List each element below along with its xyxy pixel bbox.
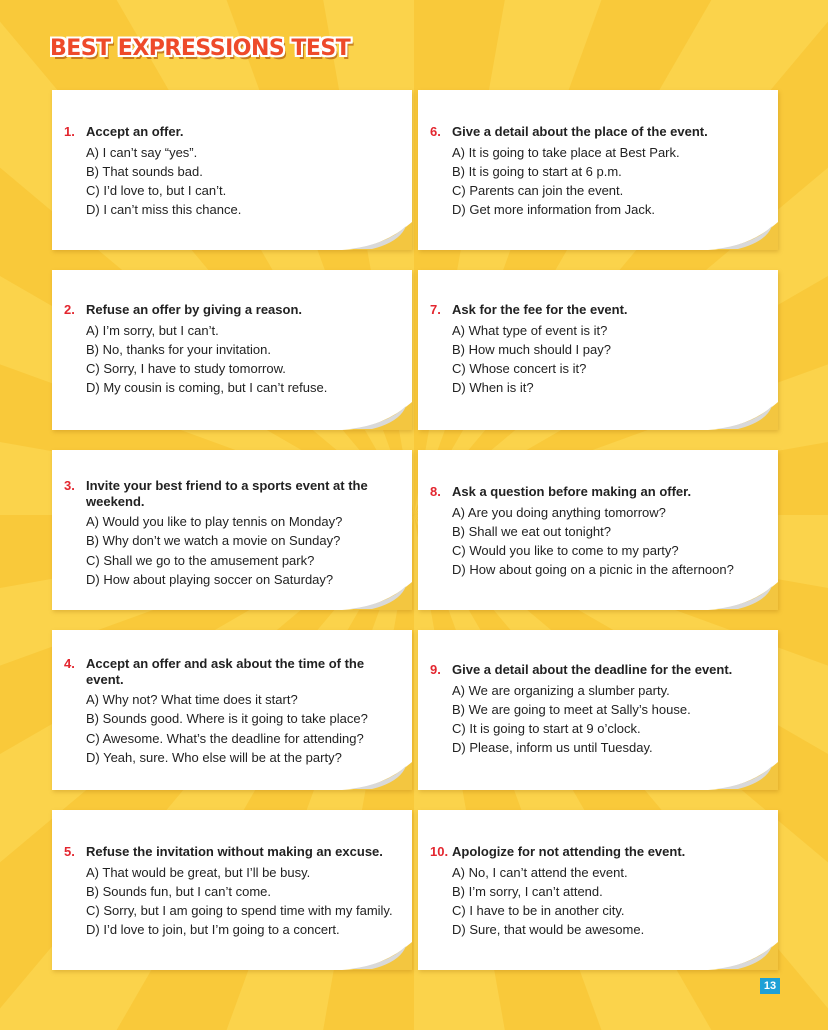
page-curl bbox=[342, 942, 412, 970]
answer-option[interactable]: B) That sounds bad. bbox=[86, 163, 203, 179]
question-card-2 bbox=[52, 270, 412, 430]
page-curl bbox=[708, 942, 778, 970]
answer-option[interactable]: B) It is going to start at 6 p.m. bbox=[452, 163, 622, 179]
question-number: 8. bbox=[430, 484, 441, 499]
answer-option[interactable]: A) It is going to take place at Best Park. bbox=[452, 144, 680, 160]
question-prompt bbox=[430, 124, 770, 140]
question-prompt bbox=[430, 662, 770, 678]
answer-option[interactable]: B) I’m sorry, I can’t attend. bbox=[452, 883, 603, 899]
question-number: 10. bbox=[430, 844, 449, 859]
answer-option[interactable]: D) My cousin is coming, but I can’t refuse. bbox=[86, 380, 328, 396]
answer-option[interactable]: C) Whose concert is it? bbox=[452, 361, 587, 377]
question-prompt bbox=[64, 302, 404, 318]
question-text: Ask for the fee for the event. bbox=[452, 302, 628, 317]
answer-option[interactable]: B) Sounds good. Where is it going to take place? bbox=[86, 711, 368, 727]
answer-option[interactable]: B) Why don’t we watch a movie on Sunday? bbox=[86, 533, 341, 549]
answer-option[interactable]: B) No, thanks for your invitation. bbox=[86, 341, 271, 357]
answer-option[interactable]: D) Sure, that would be awesome. bbox=[452, 922, 645, 938]
answer-option[interactable]: C) I’d love to, but I can’t. bbox=[86, 183, 227, 199]
question-card-6 bbox=[418, 90, 778, 250]
question bbox=[430, 662, 770, 758]
question-prompt bbox=[64, 124, 404, 140]
question-number: 4. bbox=[64, 656, 75, 671]
answer-option[interactable]: C) I have to be in another city. bbox=[452, 903, 625, 919]
answer-option[interactable]: B) We are going to meet at Sally’s house. bbox=[452, 701, 691, 717]
question-prompt bbox=[430, 302, 770, 318]
question-card-9 bbox=[418, 630, 778, 790]
question-text: Give a detail about the place of the event. bbox=[452, 124, 708, 139]
answer-option[interactable]: B) Shall we eat out tonight? bbox=[452, 523, 611, 539]
question-text: Apologize for not attending the event. bbox=[452, 844, 686, 859]
answer-option[interactable]: C) Awesome. What’s the deadline for attending? bbox=[86, 730, 364, 746]
question-prompt bbox=[64, 478, 404, 509]
answer-option[interactable]: A) We are organizing a slumber party. bbox=[452, 682, 670, 698]
question-card-1 bbox=[52, 90, 412, 250]
question bbox=[430, 124, 770, 220]
question-text: Give a detail about the deadline for the event. bbox=[452, 662, 733, 677]
question bbox=[430, 484, 770, 580]
answer-option[interactable]: A) Why not? What time does it start? bbox=[86, 692, 298, 707]
answer-option[interactable]: C) Sorry, but I am going to spend time with my family. bbox=[86, 903, 393, 919]
question-number: 7. bbox=[430, 302, 441, 317]
answer-option[interactable]: D) Please, inform us until Tuesday. bbox=[452, 740, 653, 756]
answer-option[interactable]: C) Shall we go to the amusement park? bbox=[86, 552, 315, 568]
question-prompt bbox=[430, 844, 770, 860]
page-curl bbox=[708, 582, 778, 610]
answer-option[interactable]: A) What type of event is it? bbox=[452, 322, 608, 338]
answer-option[interactable]: D) I’d love to join, but I’m going to a concert. bbox=[86, 922, 340, 938]
answer-option[interactable]: D) When is it? bbox=[452, 380, 534, 396]
answer-option[interactable]: A) Are you doing anything tomorrow? bbox=[452, 504, 666, 520]
question-prompt bbox=[64, 656, 404, 687]
question-text: Refuse the invitation without making an excuse. bbox=[86, 844, 383, 859]
page-curl bbox=[342, 222, 412, 250]
question bbox=[430, 302, 770, 398]
answer-option[interactable]: D) How about going on a picnic in the afternoon? bbox=[452, 562, 734, 578]
page-curl bbox=[708, 762, 778, 790]
answer-option[interactable]: C) Would you like to come to my party? bbox=[452, 543, 679, 559]
page-number-badge: 13 bbox=[760, 978, 780, 994]
question bbox=[430, 844, 770, 940]
answer-option[interactable]: C) Parents can join the event. bbox=[452, 183, 624, 199]
answer-option[interactable]: B) How much should I pay? bbox=[452, 341, 611, 357]
question-text: Refuse an offer by giving a reason. bbox=[86, 302, 302, 317]
question-card-3 bbox=[52, 450, 412, 610]
answer-option[interactable]: A) Would you like to play tennis on Monday? bbox=[86, 514, 343, 529]
question bbox=[64, 844, 404, 940]
question-card-4 bbox=[52, 630, 412, 790]
question-number: 5. bbox=[64, 844, 75, 859]
question-card-5 bbox=[52, 810, 412, 970]
question-text: Ask a question before making an offer. bbox=[452, 484, 692, 499]
answer-option[interactable]: A) No, I can’t attend the event. bbox=[452, 864, 628, 880]
answer-option[interactable]: D) Get more information from Jack. bbox=[452, 202, 655, 218]
page-curl bbox=[708, 402, 778, 430]
question-number: 3. bbox=[64, 478, 75, 493]
question-prompt bbox=[430, 484, 770, 500]
question bbox=[64, 478, 404, 589]
answer-option[interactable]: A) I can’t say “yes”. bbox=[86, 144, 198, 160]
page-title: BEST EXPRESSIONS TEST bbox=[50, 36, 351, 61]
question-card-10 bbox=[418, 810, 778, 970]
question bbox=[64, 302, 404, 398]
answer-option[interactable]: A) That would be great, but I’ll be busy. bbox=[86, 864, 311, 880]
page-curl bbox=[708, 222, 778, 250]
question-number: 9. bbox=[430, 662, 441, 677]
question-card-7 bbox=[418, 270, 778, 430]
question-number: 6. bbox=[430, 124, 441, 139]
answer-option[interactable]: D) I can’t miss this chance. bbox=[86, 202, 242, 218]
question-text: Accept an offer. bbox=[86, 124, 184, 139]
page-curl bbox=[342, 402, 412, 430]
question bbox=[64, 656, 404, 767]
answer-option[interactable]: A) I’m sorry, but I can’t. bbox=[86, 322, 219, 338]
question-prompt bbox=[64, 844, 404, 860]
question-number: 1. bbox=[64, 124, 75, 139]
question bbox=[64, 124, 404, 220]
question-card-8 bbox=[418, 450, 778, 610]
answer-option[interactable]: B) Sounds fun, but I can’t come. bbox=[86, 883, 271, 899]
question-number: 2. bbox=[64, 302, 75, 317]
answer-option[interactable]: C) Sorry, I have to study tomorrow. bbox=[86, 361, 286, 377]
answer-option[interactable]: D) Yeah, sure. Who else will be at the party? bbox=[86, 749, 342, 765]
question-text: Invite your best friend to a sports event at the weekend. bbox=[86, 478, 368, 509]
answer-option[interactable]: C) It is going to start at 9 o’clock. bbox=[452, 721, 641, 737]
question-text: Accept an offer and ask about the time of the event. bbox=[86, 656, 365, 687]
answer-option[interactable]: D) How about playing soccer on Saturday? bbox=[86, 571, 334, 587]
